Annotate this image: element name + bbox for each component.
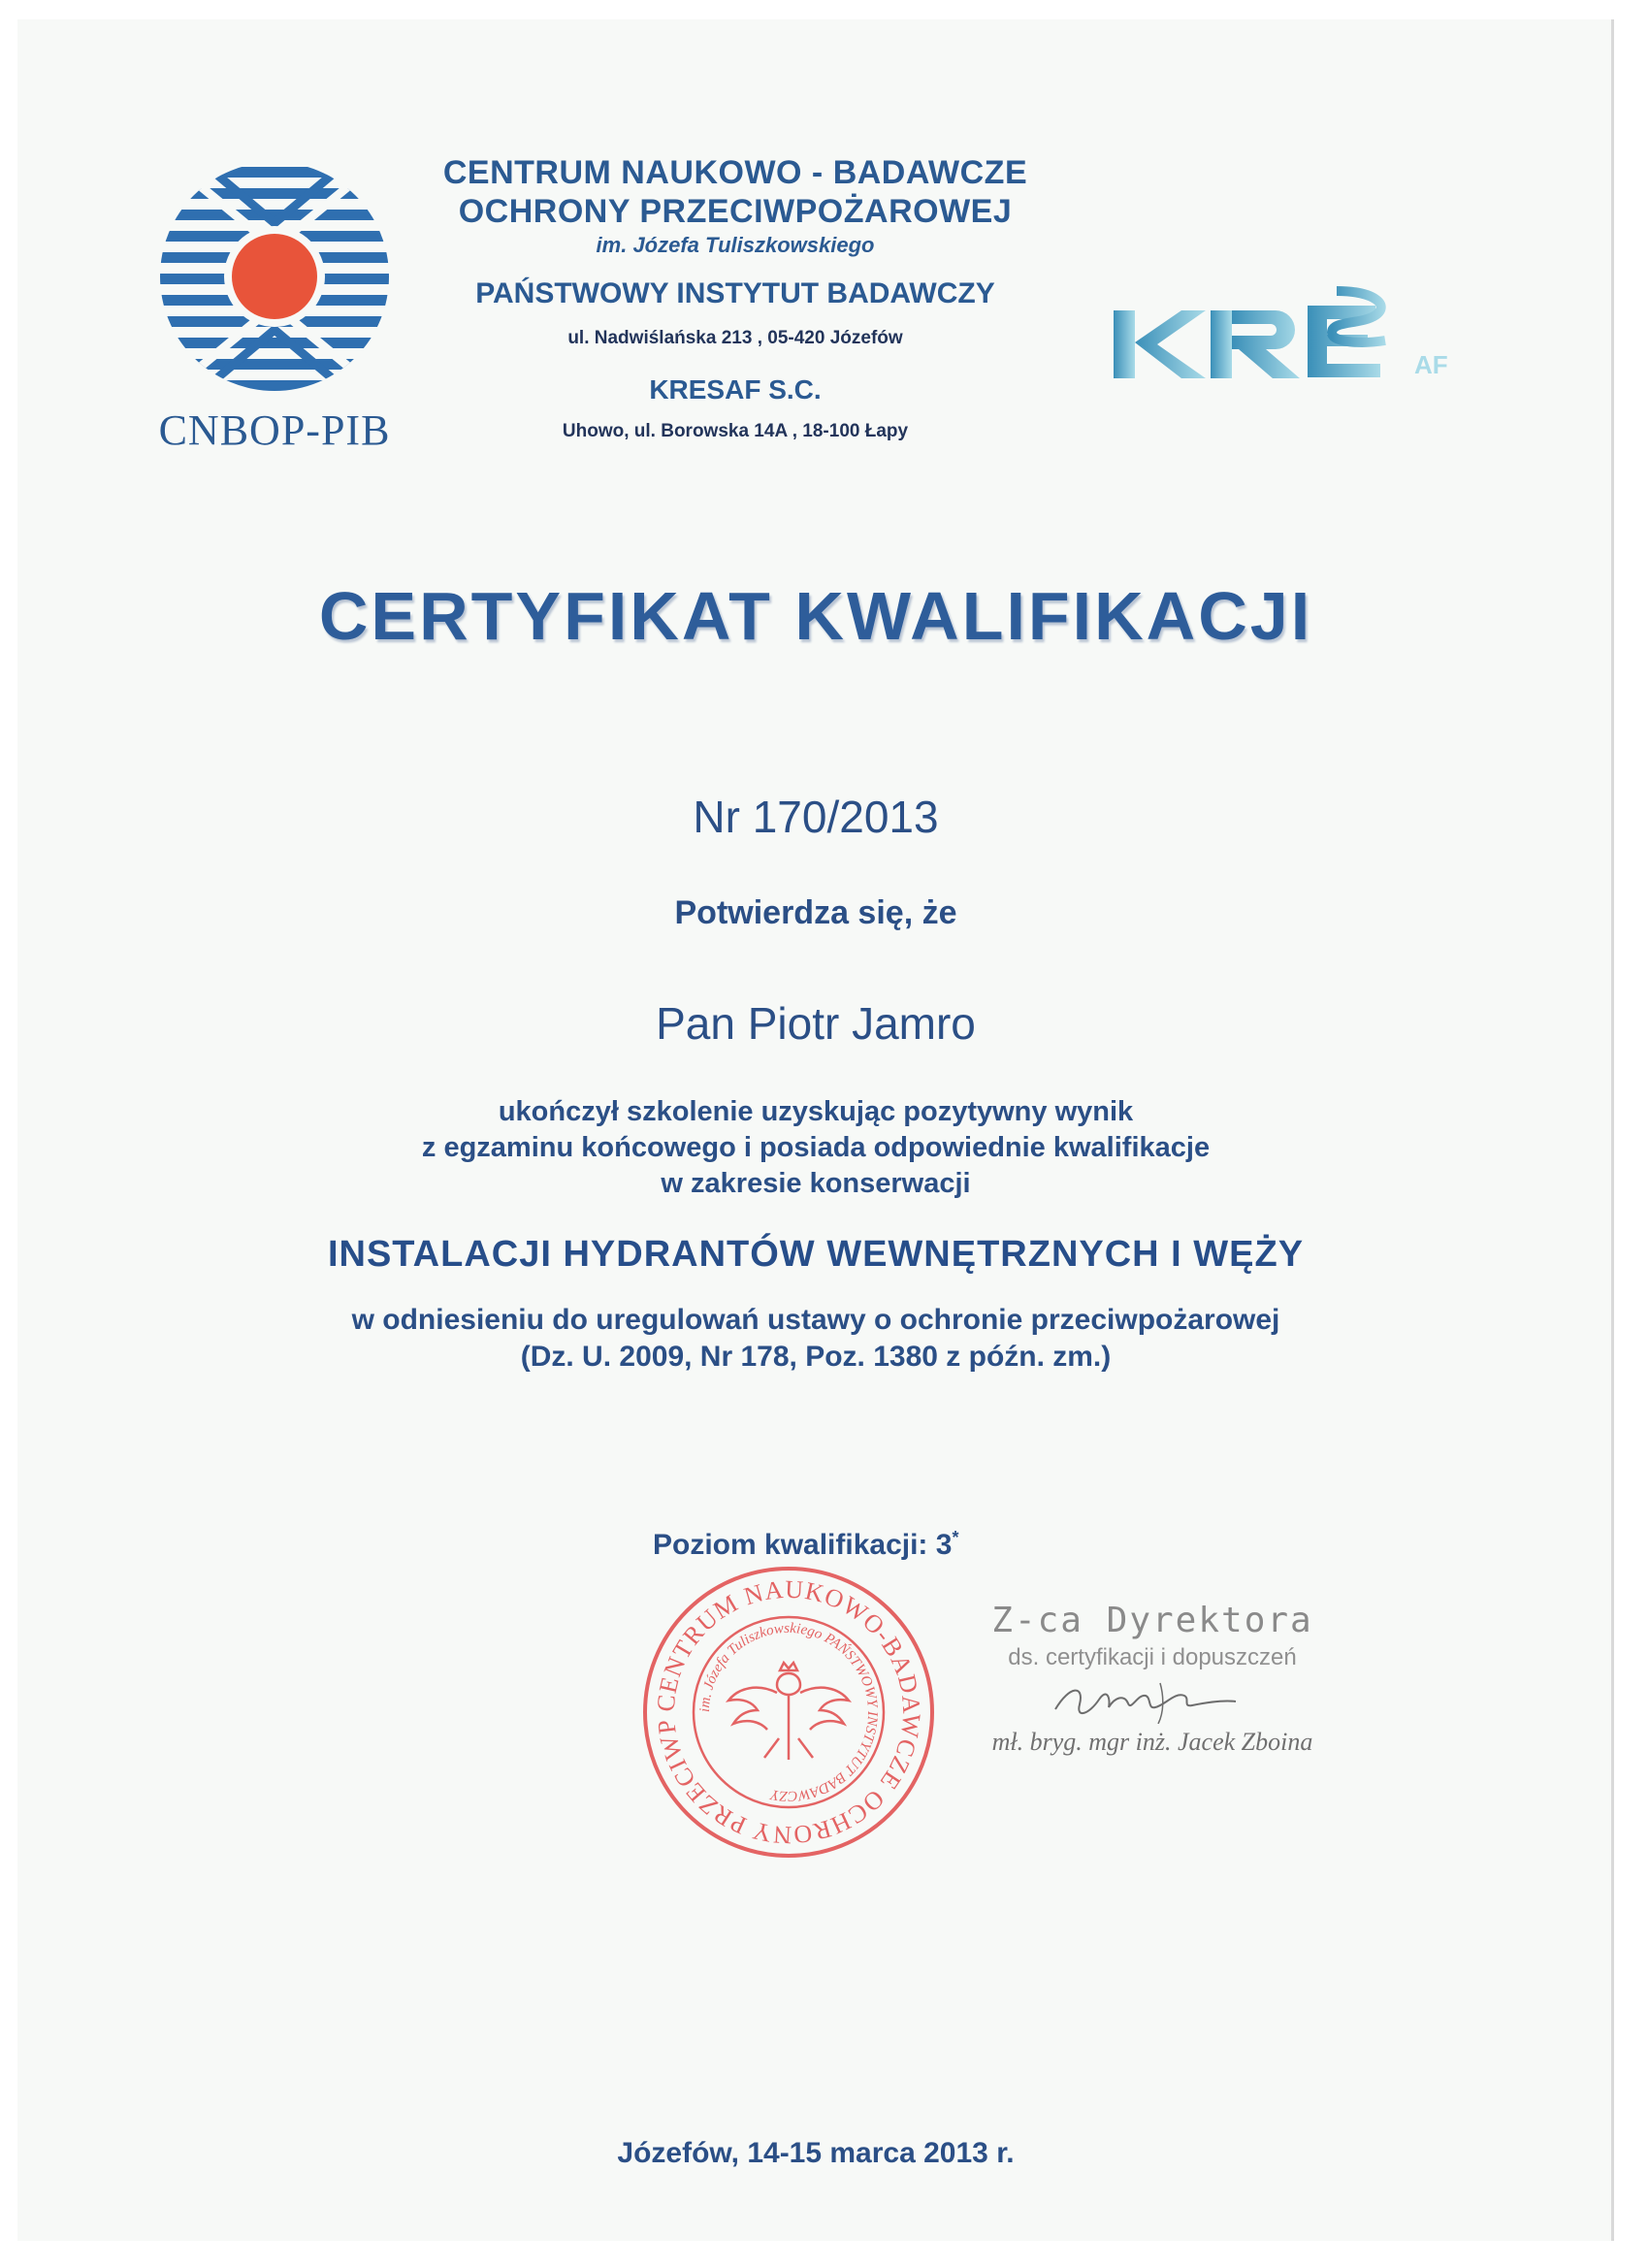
qualification-level-mark: * <box>952 1528 959 1547</box>
handwritten-signature <box>1046 1675 1259 1724</box>
seal-inner-text: im. Józefa Tuliszkowskiego PAŃSTWOWY INSTYTUT BADAWCZY <box>696 1620 881 1804</box>
institution-header <box>415 153 1055 466</box>
legal-reference-line-2: (Dz. U. 2009, Nr 178, Poz. 1380 z późn. zm.) <box>520 1341 1112 1373</box>
header-subtitle: im. Józefa Tuliszkowskiego <box>596 233 875 257</box>
seal-stamp-icon <box>638 1562 939 1863</box>
qualification-level <box>653 1528 958 1562</box>
issue-date: Józefów, 14-15 marca 2013 r. <box>617 2137 1015 2169</box>
seal-outer-text: CENTRUM NAUKOWO-BADAWCZE OCHRONY PRZECIWP <box>651 1574 926 1850</box>
confirmation-text: Potwierdza się, że <box>674 894 957 931</box>
signatory-department: ds. certyfikacji i dopuszczeń <box>1008 1644 1297 1670</box>
qualification-scope: INSTALACJI HYDRANTÓW WEWNĘTRZNYCH I WĘŻY <box>327 1234 1305 1275</box>
kresaf-logo <box>1114 286 1482 403</box>
header-address-1: ul. Nadwiślańska 213 , 05-420 Józefów <box>567 328 903 348</box>
kresaf-logo-suffix: AF <box>1414 350 1448 379</box>
certificate-number: Nr 170/2013 <box>693 792 939 842</box>
cnbop-logo <box>144 155 396 475</box>
legal-reference <box>17 1302 1614 1376</box>
training-description <box>17 1094 1614 1202</box>
signatory-role: Z-ca Dyrektora <box>991 1601 1313 1640</box>
header-address-2: Uhowo, ul. Borowska 14A , 18-100 Łapy <box>562 421 909 441</box>
eagle-emblem-icon <box>728 1663 849 1760</box>
header-line-3: PAŃSTWOWY INSTYTUT BADAWCZY <box>475 277 995 309</box>
official-seal <box>638 1562 939 1863</box>
training-line-2: z egzaminu końcowego i posiada odpowiednie kwalifikacje <box>421 1132 1211 1163</box>
kresaf-logo-icon <box>1114 286 1482 403</box>
training-line-1: ukończył szkolenie uzyskując pozytywny wynik <box>498 1096 1134 1127</box>
training-line-3: w zakresie konserwacji <box>661 1168 971 1199</box>
signatory-name: mł. bryg. mgr inż. Jacek Zboina <box>991 1728 1313 1756</box>
header-line-1: CENTRUM NAUKOWO - BADAWCZE <box>442 154 1028 191</box>
header-line-2: OCHRONY PRZECIWPOŻAROWEJ <box>458 193 1013 230</box>
recipient-name: Pan Piotr Jamro <box>656 998 976 1049</box>
certificate-page <box>17 19 1614 2241</box>
cnbop-emblem-icon <box>144 155 405 398</box>
signature-block <box>949 1601 1356 1757</box>
qualification-level-label: Poziom kwalifikacji: 3 <box>653 1529 953 1561</box>
legal-reference-line-1: w odniesieniu do uregulowań ustawy o ochronie przeciwpożarowej <box>351 1304 1280 1336</box>
header-line-4: KRESAF S.C. <box>649 374 822 405</box>
logo-caption: CNBOP-PIB <box>158 406 391 454</box>
certificate-title: CERTYFIKAT KWALIFIKACJI <box>318 578 1313 654</box>
